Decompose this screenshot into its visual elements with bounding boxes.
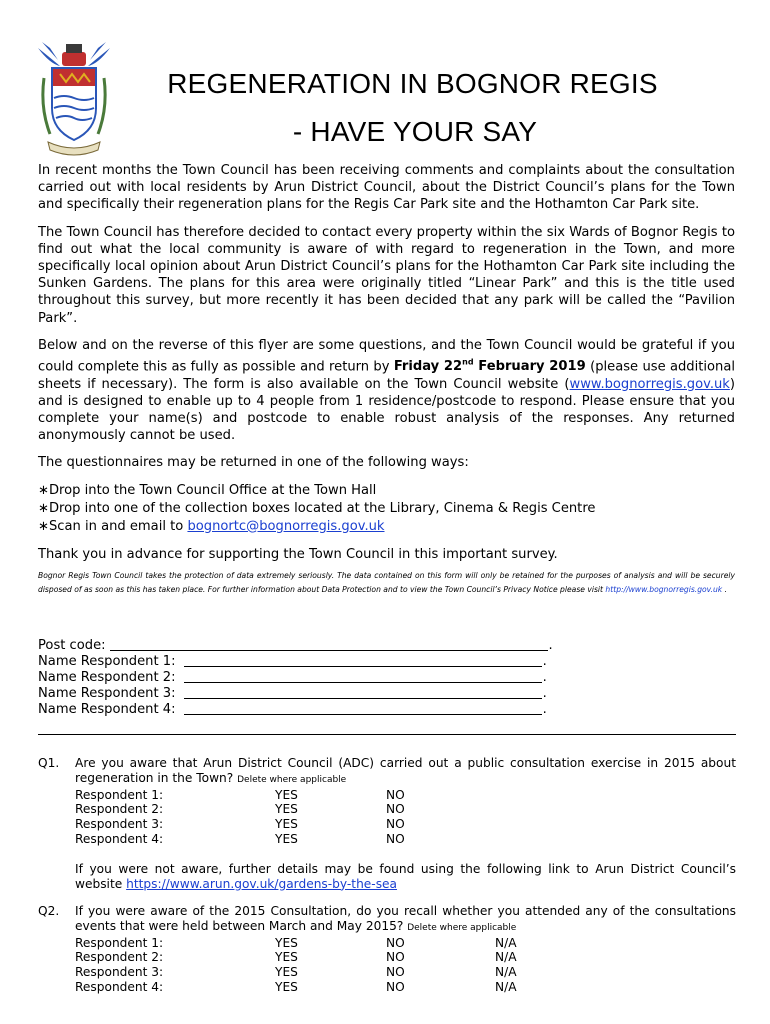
arun-website-link[interactable]: https://www.arun.gov.uk/gardens-by-the-sea	[126, 876, 398, 891]
page-title-line-2: - HAVE YOUR SAY	[292, 116, 538, 147]
yes-option[interactable]: YES	[275, 935, 298, 950]
postcode-label: Post code:	[38, 638, 106, 653]
yes-option[interactable]: YES	[275, 817, 298, 832]
respondent-1-field[interactable]	[184, 654, 542, 667]
respondent-4-label: Name Respondent 4:	[38, 702, 180, 717]
thank-you-paragraph: Thank you in advance for supporting the Town Council in this important survey.	[38, 546, 558, 562]
na-option[interactable]: N/A	[495, 965, 517, 980]
council-email-link[interactable]: bognortc@bognorregis.gov.uk	[187, 518, 385, 534]
yes-option[interactable]: YES	[275, 802, 298, 817]
return-methods-list	[38, 482, 735, 536]
postcode-field[interactable]	[110, 638, 548, 651]
privacy-notice: Bognor Regis Town Council takes the protection of data extremely seriously. The data contained on this form will only be retained for the purposes of analysis and will be securely disposed of as soon as this has taken place. For further information about Data Protection and to view the Town Council’s Privacy Notice please visit http://www.bognorregis.gov.uk .	[38, 570, 735, 594]
no-option[interactable]: NO	[386, 802, 405, 817]
question-text: Are you aware that Arun District Council (ADC) carried out a public consultation exercise in 2015 about regeneration in the Town? Delete where applicable	[75, 756, 736, 785]
no-option[interactable]: NO	[386, 935, 405, 950]
yes-option[interactable]: YES	[275, 787, 298, 802]
intro-body	[38, 162, 735, 607]
no-option[interactable]: NO	[386, 787, 405, 802]
q1-followup: If you were not aware, further details may be found using the following link to Arun District Council’s website https://www.arun.gov.uk/gardens-by-the-sea	[75, 861, 736, 891]
no-option[interactable]: NO	[386, 831, 405, 846]
table-row: Respondent 2: YES NO	[75, 802, 405, 817]
respondent-2-field[interactable]	[184, 670, 542, 683]
intro-paragraph: In recent months the Town Council has been receiving comments and complaints about the consultation carried out with local residents by Arun District Council, about the District Council’s plans for the Town and specifically their regeneration plans for the Regis Car Park site and the Hothamton Car Park site.	[38, 163, 735, 213]
no-option[interactable]: NO	[386, 950, 405, 965]
privacy-link[interactable]: http://www.bognorregis.gov.uk	[605, 584, 723, 594]
no-option[interactable]: NO	[386, 979, 405, 994]
return-paragraph: Below and on the reverse of this flyer are some questions, and the Town Council would be grateful if you could complete this as fully as possible and return by Friday 22nd February 2019 (please use additional sheets if necessary). The form is also available on the Town Council website (www.bognorregis.gov.uk) and is designed to enable up to 4 people from 1 residence/postcode to respond. Please ensure that you complete your name(s) and postcode to enable robust analysis of the responses. Any returned anonymously cannot be used.	[38, 337, 735, 444]
na-option[interactable]: N/A	[495, 979, 517, 994]
list-item: ∗Scan in and email to bognortc@bognorregis.gov.uk	[38, 518, 385, 534]
table-row: Respondent 1: YES NO N/A	[75, 935, 517, 950]
purpose-paragraph: The Town Council has therefore decided to contact every property within the six Wards of Bognor Regis to find out what the local community is aware of with regard to regeneration in the Town, and more specifically local opinion about Arun District Council’s plans for the Hothamton Car Park site including the Sunken Gardens. The plans for this area were originally titled “Linear Park” and this is the title used throughout this survey, but more recently it has been decided that any park will be called the “Pavilion Park”.	[38, 224, 735, 326]
council-website-link[interactable]: www.bognorregis.gov.uk	[569, 376, 730, 392]
return-methods-intro: The questionnaires may be returned in one of the following ways:	[38, 455, 469, 471]
page-title-line-1: REGENERATION IN BOGNOR REGIS	[167, 68, 658, 99]
respondent-form: Post code: . Name Respondent 1: . Name Respondent 2: . Name Respondent 3: . Name Respondent 4: .	[38, 638, 553, 717]
table-row: Respondent 1: YES NO	[75, 787, 405, 802]
respondent-2-label: Name Respondent 2:	[38, 670, 180, 685]
deadline-date: Friday 22	[393, 359, 463, 375]
respondent-3-field[interactable]	[184, 686, 542, 699]
table-row: Respondent 3: YES NO	[75, 817, 405, 832]
q1-responses	[75, 788, 736, 847]
na-option[interactable]: N/A	[495, 950, 517, 965]
na-option[interactable]: N/A	[495, 935, 517, 950]
table-row: Respondent 3: YES NO N/A	[75, 965, 517, 980]
q2-responses	[75, 936, 736, 995]
question-number: Q2.	[38, 904, 60, 918]
table-row: Respondent 4: YES NO	[75, 831, 405, 846]
section-divider	[38, 734, 736, 735]
respondent-1-label: Name Respondent 1:	[38, 654, 180, 669]
yes-option[interactable]: YES	[275, 965, 298, 980]
no-option[interactable]: NO	[386, 817, 405, 832]
list-item: ∗Drop into the Town Council Office at the Town Hall	[38, 482, 377, 498]
table-row: Respondent 4: YES NO N/A	[75, 979, 517, 994]
question-text: If you were aware of the 2015 Consultation, do you recall whether you attended any of the consultations events that were held between March and May 2015? Delete where applicable	[75, 904, 736, 933]
table-row: Respondent 2: YES NO N/A	[75, 950, 517, 965]
respondent-3-label: Name Respondent 3:	[38, 686, 180, 701]
question-1	[38, 756, 736, 891]
question-number: Q1.	[38, 756, 60, 770]
yes-option[interactable]: YES	[275, 979, 298, 994]
list-item: ∗Drop into one of the collection boxes located at the Library, Cinema & Regis Centre	[38, 500, 596, 516]
no-option[interactable]: NO	[386, 965, 405, 980]
respondent-4-field[interactable]	[184, 702, 542, 715]
question-2	[38, 904, 736, 995]
yes-option[interactable]: YES	[275, 950, 298, 965]
yes-option[interactable]: YES	[275, 831, 298, 846]
